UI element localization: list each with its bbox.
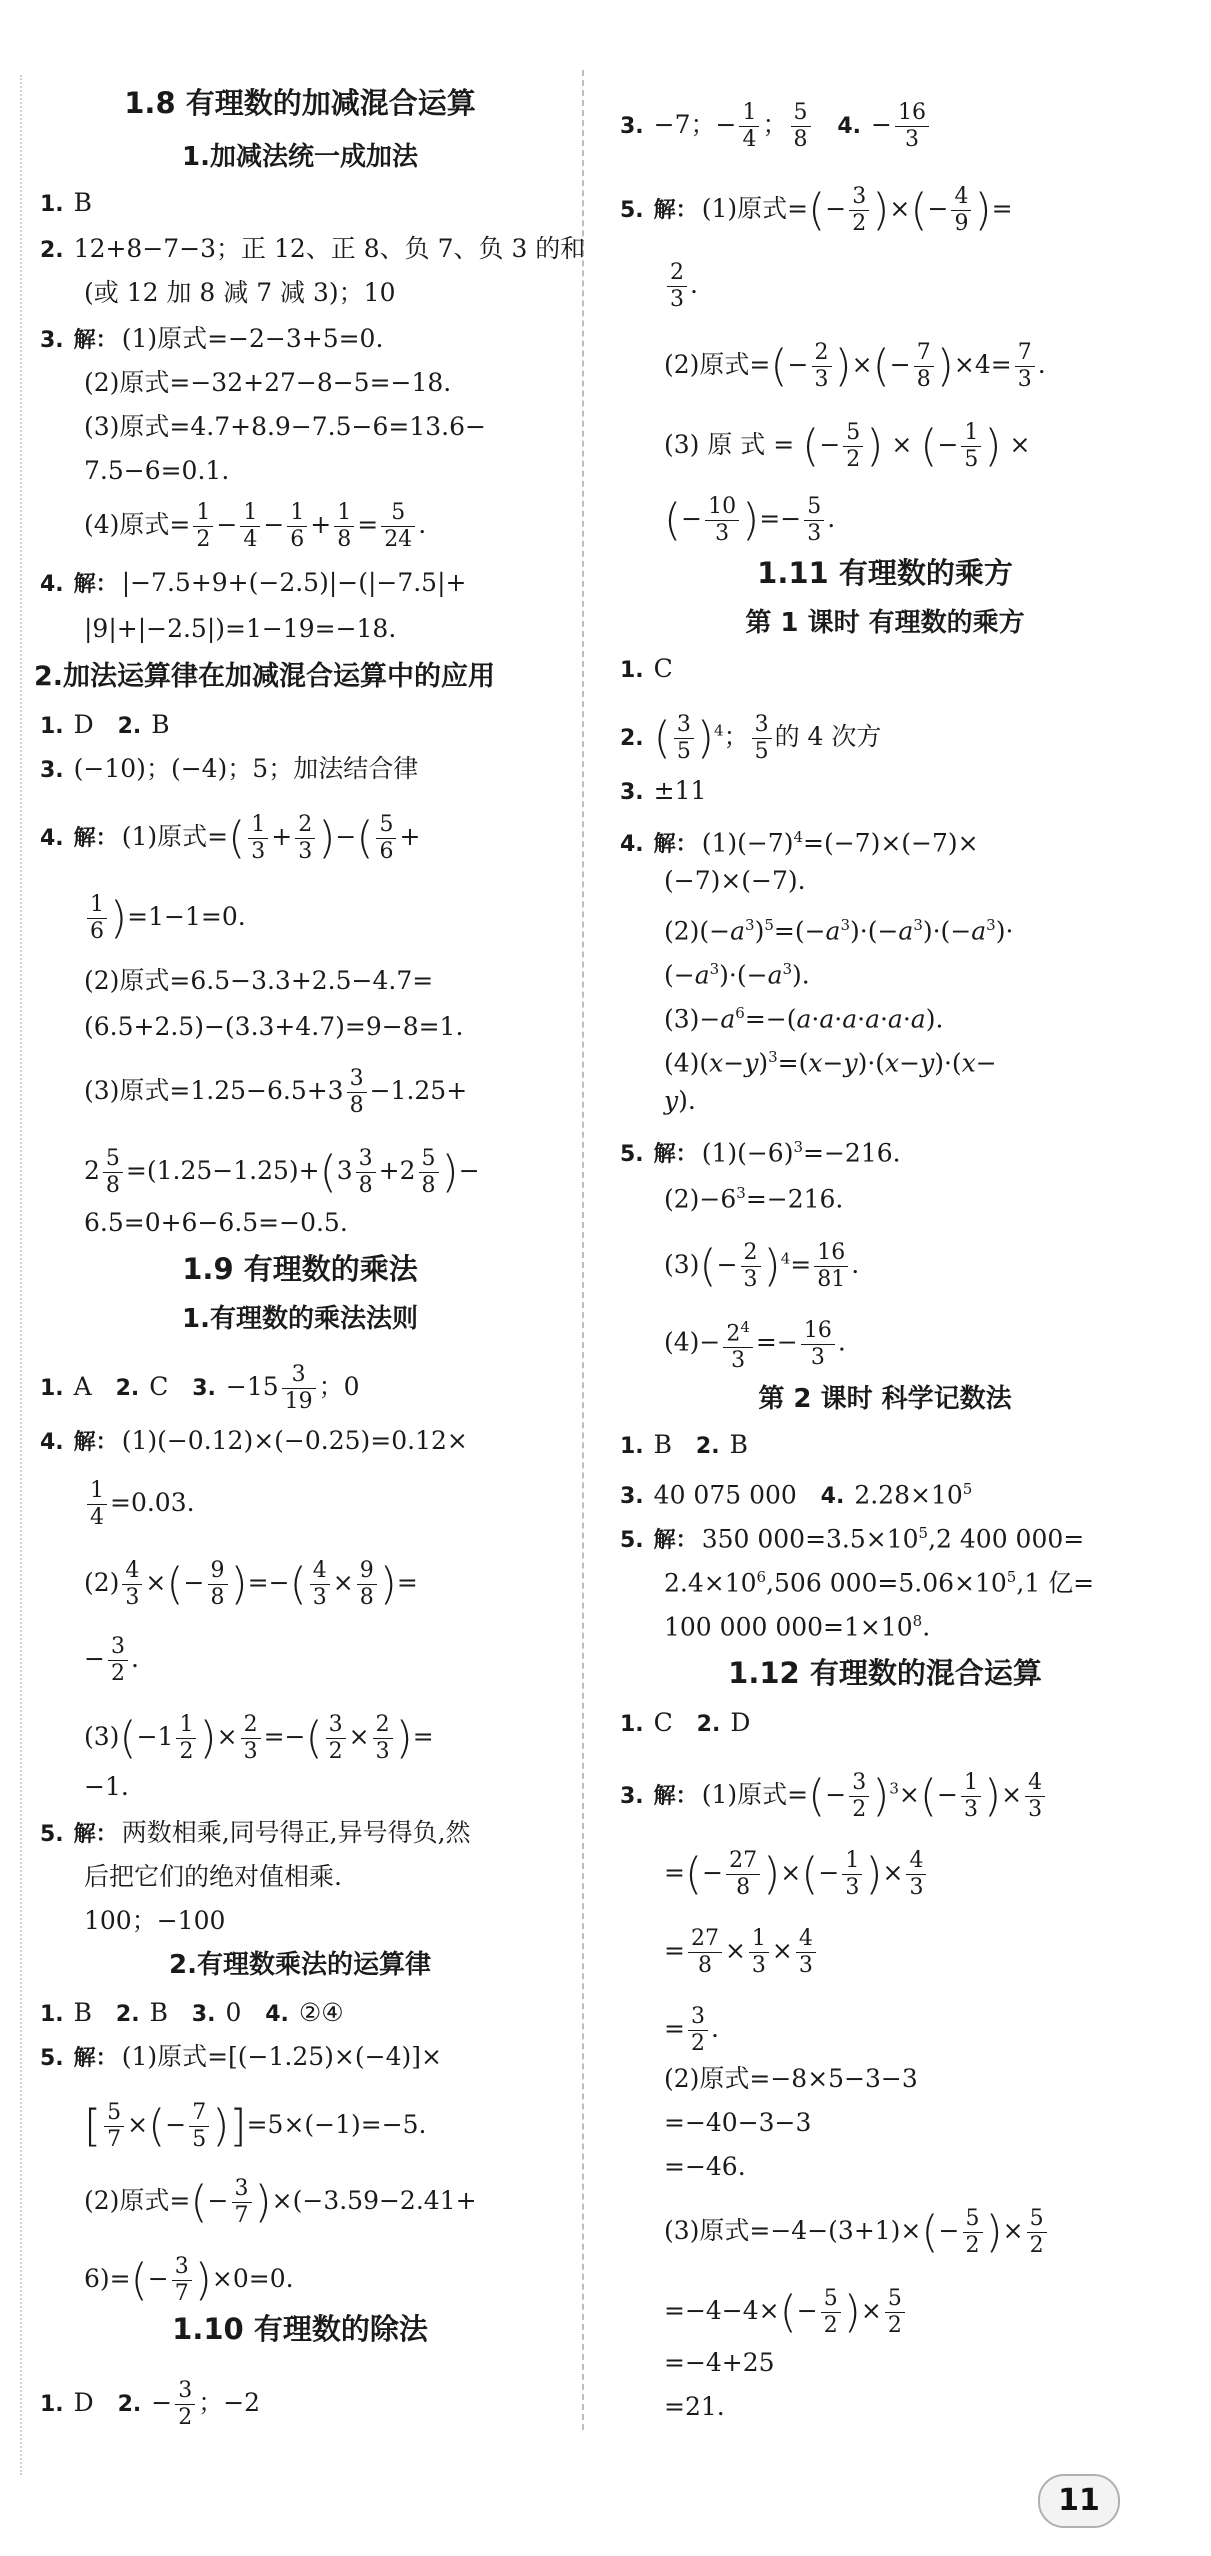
answer-line: =21. <box>664 2392 725 2421</box>
answer-line: 1. B 2. B 3. 0 4. ②④ <box>40 1998 344 2027</box>
section-1-8-title: 1.8 有理数的加减混合运算 <box>124 86 476 120</box>
answer-line: $(2)-6^3=-216$. <box>664 1184 844 1214</box>
answer-line: $\frac{1}{4}$ =0.03. <box>40 1478 195 1531</box>
answer-line: (3)(− $\frac{2}{3}$ )$^4$= $\frac{16}{81}$ . <box>664 1240 860 1292</box>
answer-line: −1. <box>84 1772 129 1801</box>
answer-line: 4. 解： (1)(−0.12)×(−0.25)=0.12× <box>40 1426 468 1455</box>
answer-line: 4. 解： |−7.5+9+(−2.5)|−(|−7.5|+ <box>40 568 467 597</box>
answer-line: (3)原式=4.7+8.9−7.5−6=13.6− <box>84 412 486 441</box>
answer-line: (2) $\frac{4}{3}$ ×(− $\frac{9}{8}$ )=−( $\frac{4}{3}$ × $\frac{9}{8}$ )= <box>84 1558 418 1610</box>
answer-line: (−7)×(−7). <box>664 866 806 895</box>
answer-line: 3. 解： (1)原式=−2−3+5=0. <box>40 324 384 353</box>
answer-line: 4. 解： $(1)(-7)^4=(-7)\times(-7)\times$ <box>620 828 979 858</box>
answer-line: (或 12 加 8 减 7 减 3)；10 <box>84 278 396 307</box>
answer-line: (3)(−1 $\frac{1}{2}$ )× $\frac{2}{3}$ =−( $\frac{3}{2}$ × $\frac{2}{3}$ )= <box>84 1712 434 1764</box>
answer-line: $(4)(x-y)^3=(x-y)\cdot(x-y)\cdot(x-$ <box>664 1048 997 1078</box>
left-margin-line <box>20 75 22 2475</box>
answer-line: 3. 40 075 000 4. $2.28\times 10^5$ <box>620 1480 973 1510</box>
answer-line: $(3)-a^6=-(a\cdot a\cdot a\cdot a\cdot a\cdot a)$. <box>664 1004 944 1034</box>
lesson-2-title: 第 2 课时 科学记数法 <box>758 1384 1012 1414</box>
answer-line: 1. B <box>40 188 93 217</box>
subsection-1-9-2-title: 2.有理数乘法的运算律 <box>169 1950 431 1980</box>
page-number-badge: 11 <box>1038 2474 1120 2528</box>
answer-line: (4)原式= $\frac{1}{2}$ − $\frac{1}{4}$ − $\frac{1}{6}$ + $\frac{1}{8}$ = $\frac{5}{24}$ . <box>84 500 427 552</box>
answer-line: 5. 解： (1)原式=[(−1.25)×(−4)]× <box>40 2042 442 2071</box>
answer-line: (6.5+2.5)−(3.3+4.7)=9−8=1. <box>84 1012 464 1041</box>
answer-line: 100 000 $000=1\times 10^8$. <box>664 1612 931 1642</box>
answer-line: 1. D 2. B <box>40 710 170 739</box>
answer-line: 1. C 2. D <box>620 1708 751 1737</box>
lesson-1-title: 第 1 课时 有理数的乘方 <box>745 608 1025 638</box>
answer-line: (2)原式=6.5−3.3+2.5−4.7= <box>84 966 434 995</box>
answer-line: 5. 解： 两数相乘,同号得正,异号得负,然 <box>40 1818 471 1847</box>
answer-line: (− $\frac{10}{3}$ )=− $\frac{5}{3}$ . <box>664 494 836 546</box>
answer-line: 100；−100 <box>84 1906 226 1935</box>
answer-line: 1. B 2. B <box>620 1430 748 1459</box>
answer-line: 2 $\frac{5}{8}$ =(1.25−1.25)+(3 $\frac{3}{8}$ +2 $\frac{5}{8}$ )− <box>84 1146 480 1198</box>
answer-line: = $\frac{3}{2}$ . <box>664 2004 719 2056</box>
answer-line: 7.5−6=0.1. <box>84 456 230 485</box>
answer-line: 5. 解： $(1)(-6)^3=-216$. <box>620 1138 901 1168</box>
subsection-1-8-1-title: 1.加减法统一成加法 <box>182 142 418 172</box>
answer-line: $\frac{2}{3}$ . <box>620 260 698 313</box>
answer-line: 1. C <box>620 654 673 683</box>
answer-line: 后把它们的绝对值相乘. <box>84 1862 342 1891</box>
section-1-11-title: 1.11 有理数的乘方 <box>757 556 1013 590</box>
answer-line: 3. 解： (1)原式=(− $\frac{3}{2}$ )$^3$×(− $\frac{1}{3}$ )× $\frac{4}{3}$ <box>620 1770 1048 1823</box>
answer-line: − $\frac{3}{2}$ . <box>84 1634 139 1686</box>
answer-line: (2)原式=−32+27−8−5=−18. <box>84 368 452 397</box>
answer-line: = $\frac{27}{8}$ × $\frac{1}{3}$ × $\frac{4}{3}$ <box>620 1926 819 1979</box>
answer-line: (3)原式=−4−(3+1)×(− $\frac{5}{2}$ )× $\frac{5}{2}$ <box>620 2206 1050 2259</box>
answer-line: (3) 原 式 = (− $\frac{5}{2}$ ) × (− $\frac{1}{5}$ ) × <box>664 420 1031 472</box>
section-1-10-title: 1.10 有理数的除法 <box>172 2312 428 2346</box>
answer-line: =−4−4×(− $\frac{5}{2}$ )× $\frac{5}{2}$ <box>620 2286 908 2339</box>
answer-line: 6)=(− $\frac{3}{7}$ )×0=0. <box>84 2254 294 2306</box>
answer-line: 3. (−10)；(−4)；5；加法结合律 <box>40 754 419 783</box>
answer-line: (2)原式=−8×5−3−3 <box>664 2064 918 2093</box>
section-1-9-title: 1.9 有理数的乘法 <box>182 1252 418 1286</box>
answer-line: (3)原式=1.25−6.5+3 $\frac{3}{8}$ −1.25+ <box>84 1066 468 1118</box>
subsection-1-8-2-title: 2.加法运算律在加减混合运算中的应用 <box>34 661 496 692</box>
answer-line: =−40−3−3 <box>664 2108 812 2137</box>
answer-line: $(2)(-a^3)^5=(-a^3)\cdot(-a^3)\cdot(-a^3)\cdot$ <box>664 916 1014 946</box>
answer-line: (2)原式=(− $\frac{2}{3}$ )×(− $\frac{7}{8}$ )×4= $\frac{7}{3}$ . <box>664 340 1046 392</box>
answer-line: |9|+|−2.5|)=1−19=−18. <box>84 614 397 643</box>
section-1-12-title: 1.12 有理数的混合运算 <box>728 1656 1042 1690</box>
answer-line: 2. 12+8−7−3；正 12、正 8、负 7、负 3 的和 <box>40 234 586 263</box>
answer-line: =(− $\frac{27}{8}$ )×(− $\frac{1}{3}$ )× $\frac{4}{3}$ <box>620 1848 929 1901</box>
answer-line: 3. ±11 <box>620 776 707 805</box>
answer-line: [ $\frac{5}{7}$ ×(− $\frac{7}{5}$ )]=5×(−1)=−5. <box>84 2100 427 2152</box>
column-divider <box>582 70 584 2430</box>
answer-line: 2. ( $\frac{3}{5}$ )$^4$； $\frac{3}{5}$ 的 4 次方 <box>620 712 882 764</box>
subsection-1-9-1-title: 1.有理数的乘法法则 <box>182 1304 418 1334</box>
answer-line: (4)− $\frac{2^4}{3}$ =− $\frac{16}{3}$ . <box>620 1314 846 1374</box>
answer-line: 4. 解： (1)原式=( $\frac{1}{3}$ + $\frac{2}{3}$ )−( $\frac{5}{6}$ + <box>40 812 421 864</box>
answer-line: $\frac{1}{6}$ )=1−1=0. <box>40 892 246 945</box>
answer-line: 1. D 2. − $\frac{3}{2}$ ；−2 <box>40 2378 261 2430</box>
answer-line: =−46. <box>664 2152 746 2181</box>
answer-line: y). <box>664 1086 696 1115</box>
answer-line: 1. A 2. C 3. −15 $\frac{3}{19}$ ；0 <box>40 1362 360 1414</box>
answer-line: 5. 解： (1)原式=(− $\frac{3}{2}$ )×(− $\frac{4}{9}$ )= <box>620 184 1013 236</box>
answer-line: (2)原式=(− $\frac{3}{7}$ )×(−3.59−2.41+ <box>84 2176 477 2228</box>
answer-line: 3. −7；− $\frac{1}{4}$ ； $\frac{5}{8}$ 4. − $\frac{16}{3}$ <box>620 100 932 153</box>
answer-line: $(-a^3)\cdot(-a^3)$. <box>664 960 810 990</box>
answer-line: $2.4\times 10^6,506$ $000=5.06\times 10^5,1$ 亿= <box>664 1568 1095 1598</box>
answer-line: 6.5=0+6−6.5=−0.5. <box>84 1208 348 1237</box>
answer-line: 5. 解： 350 $000=3.5\times 10^5,2$ 400 000= <box>620 1524 1085 1554</box>
answer-line: =−4+25 <box>664 2348 775 2377</box>
